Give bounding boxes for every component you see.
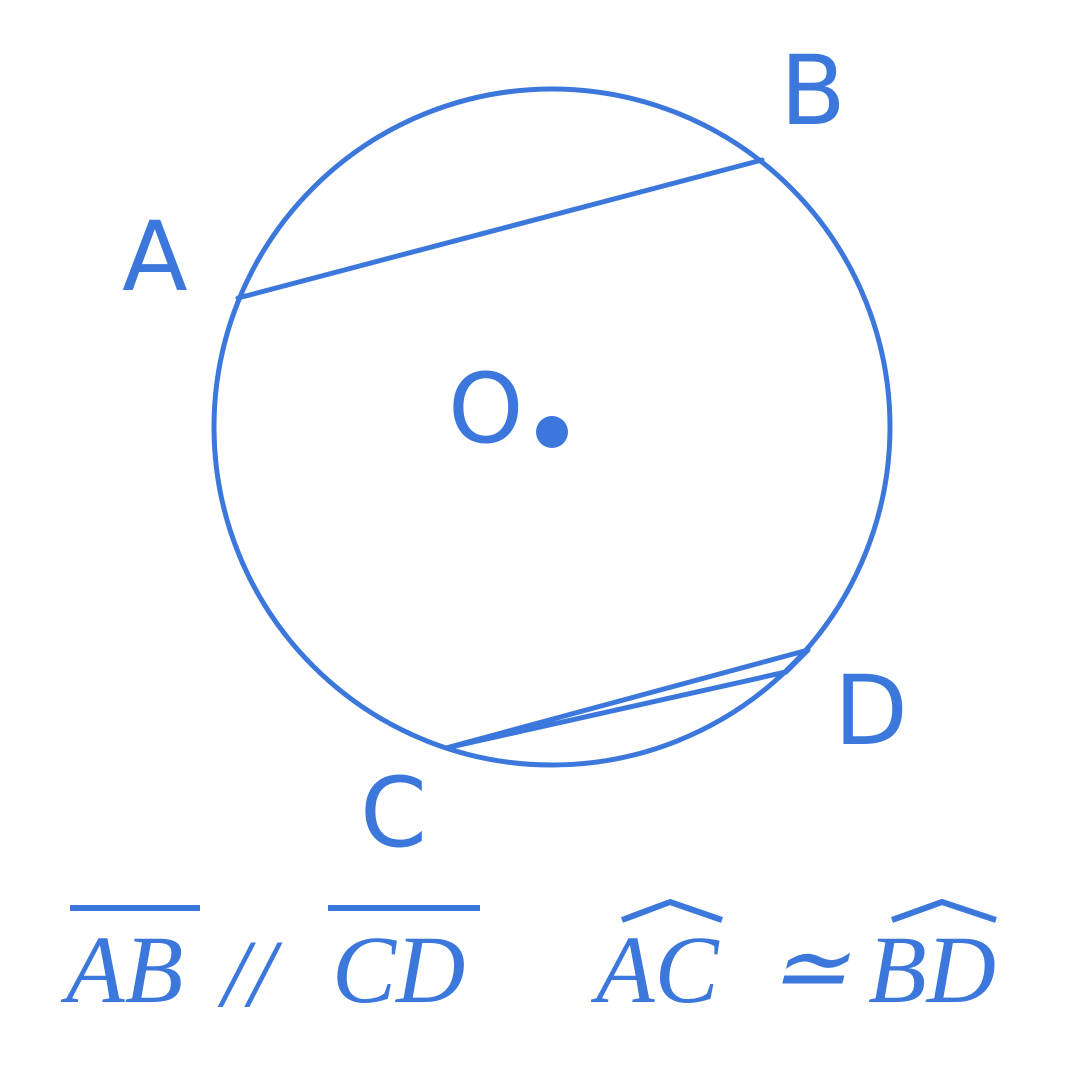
label-c: C <box>360 757 428 869</box>
congruent-symbol: ≃ <box>768 914 849 1021</box>
label-d: D <box>834 655 908 767</box>
arc-ac-text: AC <box>596 916 719 1023</box>
parallel-symbol: // <box>222 920 276 1027</box>
chord-ab <box>238 160 762 298</box>
center-point <box>536 416 568 448</box>
label-a: A <box>122 201 188 313</box>
label-o: O <box>448 353 524 465</box>
segment-ab-text: AB <box>66 916 184 1023</box>
arc-bd-text: BD <box>868 916 996 1023</box>
label-b: B <box>780 35 846 147</box>
segment-cd-text: CD <box>332 916 466 1023</box>
